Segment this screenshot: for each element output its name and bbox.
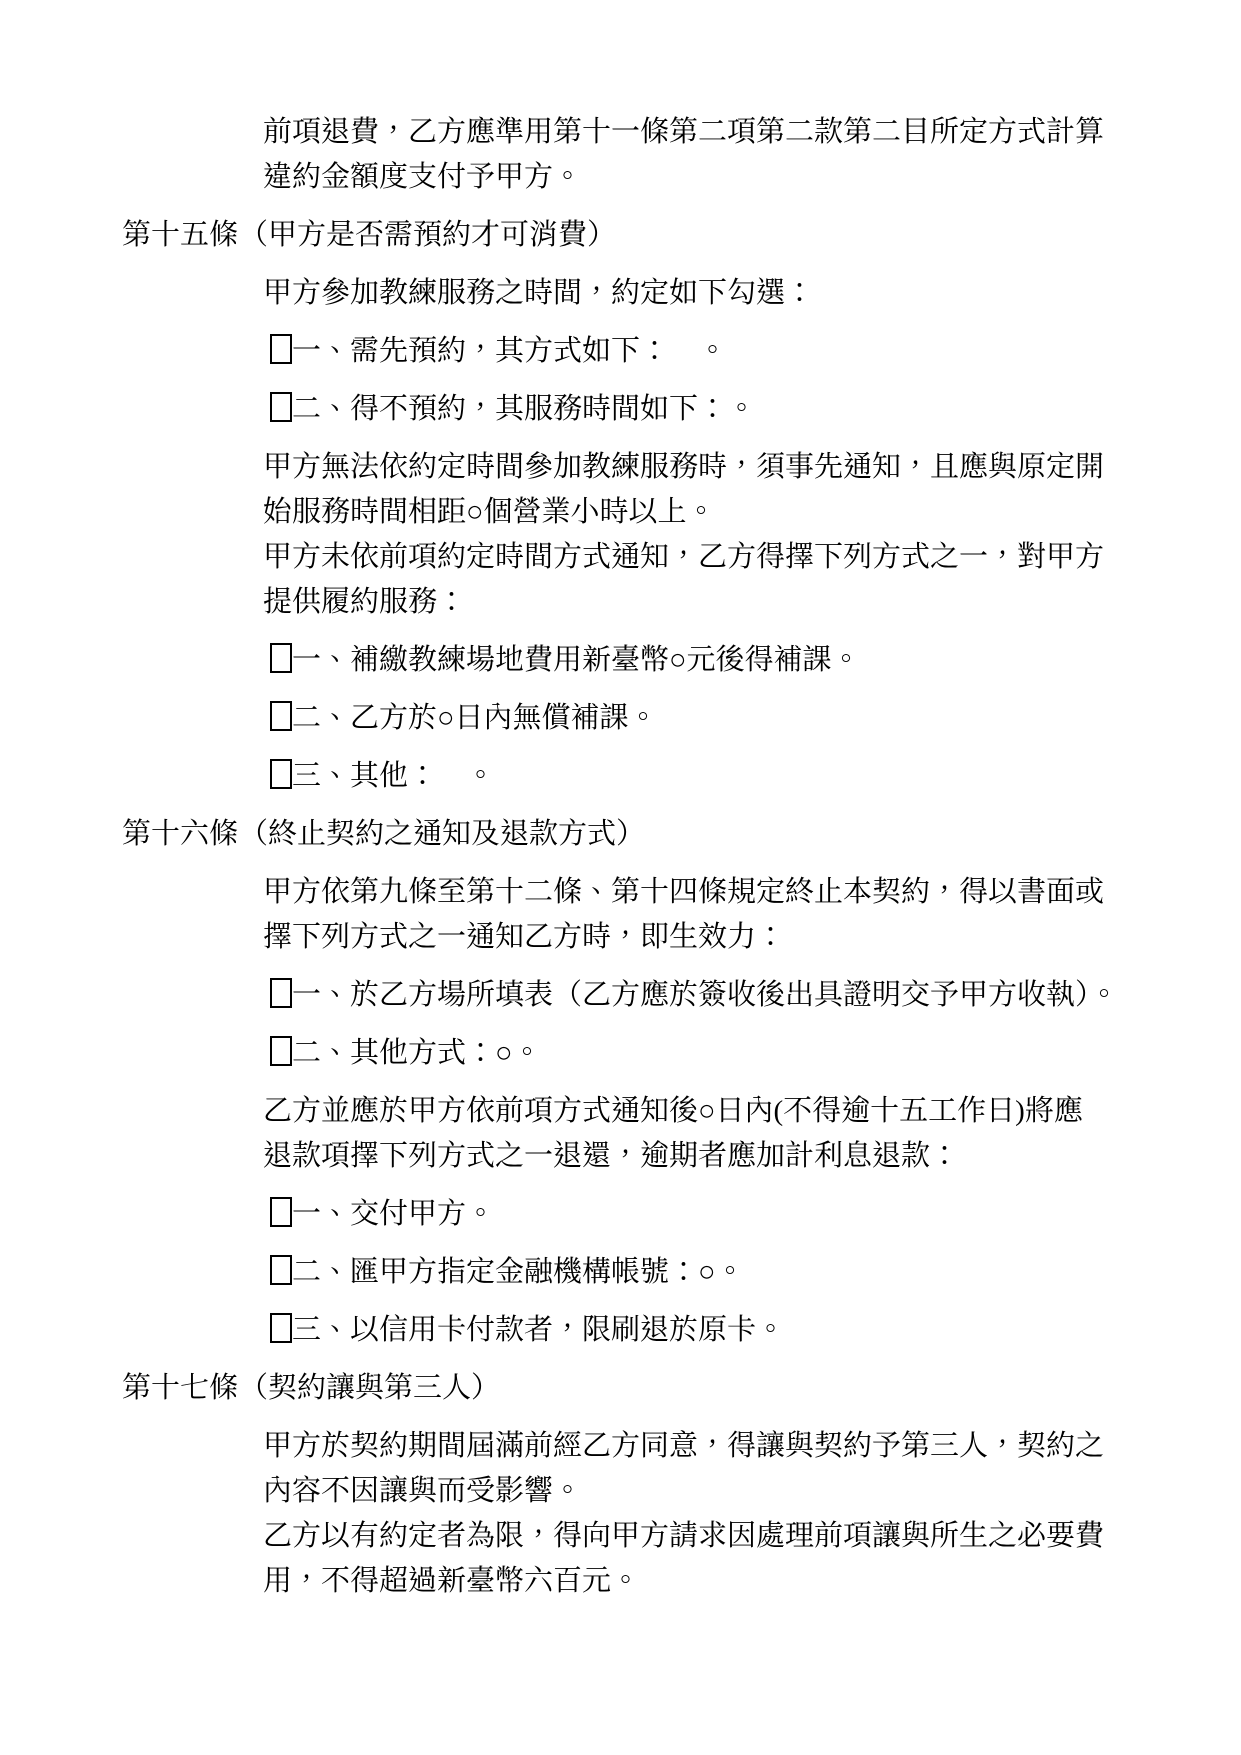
article-15-remedy-option-3	[263, 754, 1241, 799]
paragraph-line: 用，不得超過新臺幣六百元。	[263, 1565, 641, 1597]
intro-continuation-paragraph	[263, 110, 1241, 200]
checkbox-option-label: 二、其他方式：○。	[292, 1037, 542, 1069]
article-15-option-1	[263, 329, 1241, 374]
article-16-refund-option-1	[263, 1192, 1241, 1237]
article-15-heading	[122, 213, 1241, 258]
checkbox-option-label: 二、乙方於○日內無償補課。	[292, 702, 658, 734]
article-15-paragraph-1	[263, 271, 1241, 316]
paragraph-line: 甲方依第九條至第十二條、第十四條規定終止本契約，得以書面或	[263, 876, 1105, 908]
checkbox[interactable]	[270, 643, 292, 673]
paragraph-line: 擇下列方式之一通知乙方時，即生效力：	[263, 921, 786, 953]
paragraph-line: 前項退費，乙方應準用第十一條第二項第二款第二目所定方式計算	[263, 116, 1105, 148]
article-16-refund-option-2	[263, 1250, 1241, 1295]
checkbox-option-label: 一、於乙方場所填表（乙方應於簽收後出具證明交予甲方收執）。	[292, 979, 1119, 1011]
article-17-paragraph-1	[263, 1424, 1241, 1514]
paragraph-line: 提供履約服務：	[263, 586, 467, 618]
paragraph-line: 乙方以有約定者為限，得向甲方請求因處理前項讓與所生之必要費	[263, 1520, 1105, 1552]
paragraph-line: 甲方無法依約定時間參加教練服務時，須事先通知，且應與原定開	[263, 451, 1105, 483]
checkbox[interactable]	[270, 1197, 292, 1227]
checkbox-option-label: 二、得不預約，其服務時間如下：。	[292, 393, 757, 425]
article-16-paragraph-1	[263, 870, 1241, 960]
checkbox-option-label: 三、以信用卡付款者，限刷退於原卡。	[292, 1314, 786, 1346]
article-16-notice-option-2	[263, 1031, 1241, 1076]
paragraph-line: 甲方於契約期間屆滿前經乙方同意，得讓與契約予第三人，契約之	[263, 1430, 1105, 1462]
paragraph-line: 甲方參加教練服務之時間，約定如下勾選：	[263, 277, 815, 309]
paragraph-line: 始服務時間相距○個營業小時以上。	[263, 496, 716, 528]
article-15-remedy-option-1	[263, 638, 1241, 683]
article-16-title: （終止契約之通知及退款方式）	[239, 818, 646, 850]
checkbox-option-label: 三、其他： 。	[292, 760, 496, 792]
checkbox-option-label: 一、交付甲方。	[292, 1198, 496, 1230]
checkbox[interactable]	[270, 1255, 292, 1285]
article-17-number: 第十七條	[122, 1372, 239, 1404]
paragraph-line: 退款項擇下列方式之一退還，逾期者應加計利息退款：	[263, 1140, 960, 1172]
article-17-heading	[122, 1366, 1241, 1411]
article-17-paragraph-2	[263, 1514, 1241, 1604]
checkbox[interactable]	[270, 1036, 292, 1066]
checkbox-option-label: 一、需先預約，其方式如下： 。	[292, 335, 728, 367]
article-17-title: （契約讓與第三人）	[239, 1372, 501, 1404]
checkbox[interactable]	[270, 978, 292, 1008]
article-15-number: 第十五條	[122, 219, 239, 251]
paragraph-line: 甲方未依前項約定時間方式通知，乙方得擇下列方式之一，對甲方	[263, 541, 1105, 573]
article-15-paragraph-3	[263, 535, 1241, 625]
paragraph-line: 乙方並應於甲方依前項方式通知後○日內(不得逾十五工作日)將應	[263, 1095, 1083, 1127]
paragraph-line: 違約金額度支付予甲方。	[263, 161, 583, 193]
checkbox-option-label: 二、匯甲方指定金融機構帳號：○。	[292, 1256, 745, 1288]
article-16-number: 第十六條	[122, 818, 239, 850]
checkbox[interactable]	[270, 759, 292, 789]
article-16-refund-option-3	[263, 1308, 1241, 1353]
paragraph-line: 內容不因讓與而受影響。	[263, 1475, 583, 1507]
checkbox[interactable]	[270, 1313, 292, 1343]
article-16-heading	[122, 812, 1241, 857]
article-15-title: （甲方是否需預約才可消費）	[239, 219, 617, 251]
checkbox[interactable]	[270, 334, 292, 364]
article-15-option-2	[263, 387, 1241, 432]
checkbox[interactable]	[270, 392, 292, 422]
article-15-remedy-option-2	[263, 696, 1241, 741]
checkbox[interactable]	[270, 701, 292, 731]
article-16-paragraph-2	[263, 1089, 1241, 1179]
article-15-paragraph-2	[263, 445, 1241, 535]
article-16-notice-option-1	[263, 973, 1241, 1018]
checkbox-option-label: 一、補繳教練場地費用新臺幣○元後得補課。	[292, 644, 861, 676]
